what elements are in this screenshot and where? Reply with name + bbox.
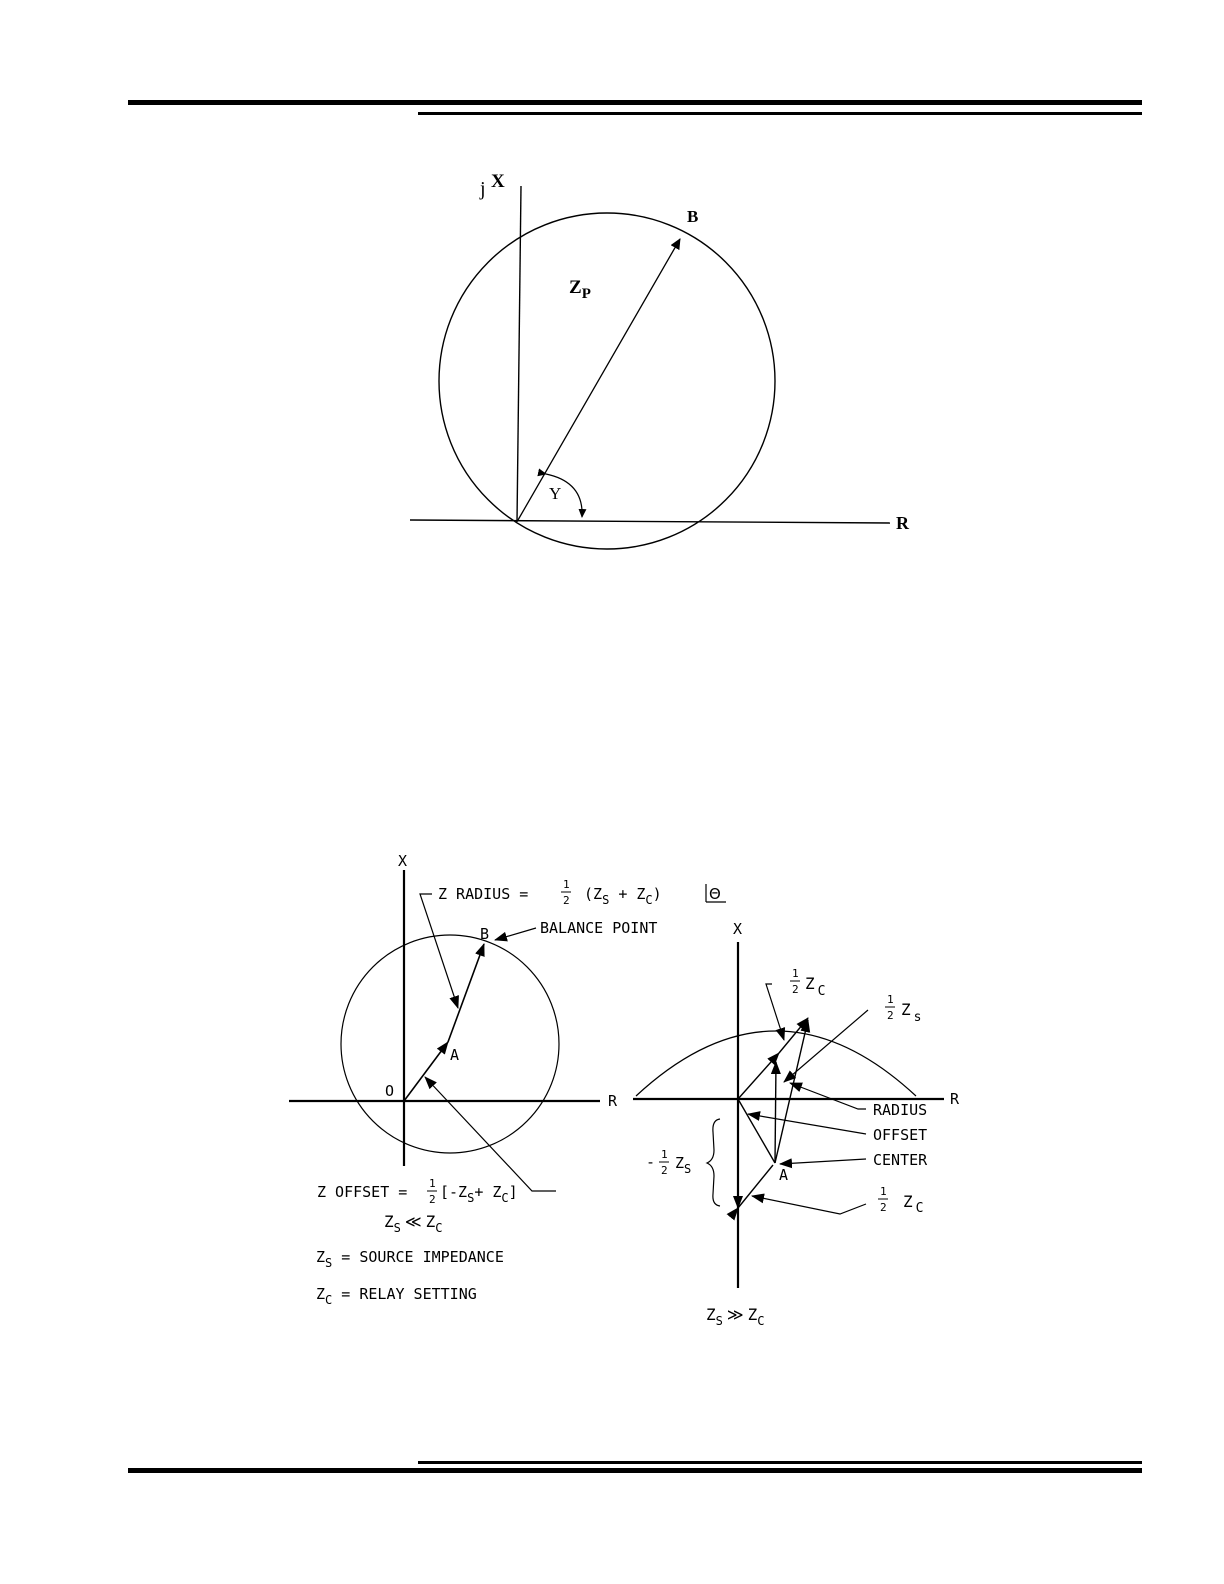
fig2-left-a-label: A (450, 1046, 460, 1064)
fig1-label-x: X (491, 171, 505, 192)
fig2-radius-equation: Z RADIUS = (438, 885, 529, 903)
fig1-r-axis (410, 520, 890, 523)
footer-rule-thick (128, 1468, 1142, 1473)
fig2-right-a-label: A (779, 1166, 789, 1184)
fig2-offset-frac-den: 2 (429, 1193, 436, 1206)
fig2-right-vec-half-zc-1 (738, 1053, 779, 1099)
fig1-label-j: j (480, 178, 486, 200)
fig2-left-offset-leader (425, 1077, 556, 1191)
fig2-right-half-zc-top-den: 2 (792, 983, 799, 996)
fig2-right-radius-leader (790, 1083, 866, 1109)
fig1-zp-vector (518, 239, 680, 520)
fig2-right-vec-a-up (775, 1062, 776, 1163)
fig2-right-vec-offset (738, 1099, 775, 1163)
fig2-legend-relay-setting: $Z_C$ = RELAY SETTING (316, 1285, 477, 1307)
fig2-left-diagram (289, 852, 726, 1307)
fig2-right-offset-leader (748, 1114, 866, 1134)
fig2-right-half-zs-num: 1 (887, 993, 894, 1006)
fig1-circle (439, 213, 775, 549)
fig2-right-neg-half-zs-den: 2 (661, 1164, 668, 1177)
fig2-right-relation: $Z_S$ ≫ $Z_C$ (706, 1305, 765, 1328)
fig2-right-half-zs-z: Z $_s$ (901, 1000, 922, 1025)
fig2-left-b-label: B (480, 925, 490, 943)
fig2-left-r-label: R (608, 1092, 618, 1110)
fig2-right-half-zc-top-z: Z $_C$ (805, 974, 826, 999)
fig2-radius-frac-den: 2 (563, 894, 570, 907)
fig2-left-x-label: X (398, 852, 408, 870)
fig2-right-vec-a-b (775, 1020, 808, 1163)
fig2-right-diagram (633, 920, 960, 1328)
fig2-right-half-zc-bot-z: Z $_C$ (903, 1192, 924, 1216)
fig2-right-r-label: R (950, 1090, 960, 1108)
fig2-right-offset-label: OFFSET (873, 1126, 928, 1144)
fig2-left-circle (341, 935, 559, 1153)
fig2-right-half-zc-bot-num: 1 (880, 1185, 887, 1198)
fig2-left-origin-label: O (385, 1082, 395, 1100)
fig2-right-radius-label: RADIUS (873, 1101, 928, 1119)
fig2-right-vec-half-zc-bot (738, 1165, 773, 1208)
fig2-radius-frac-num: 1 (563, 878, 570, 891)
fig2-right-half-zc-bot-leader (752, 1196, 866, 1214)
fig2-left-vec-oa (404, 1042, 448, 1101)
fig2-legend-source-impedance: $Z_S$ = SOURCE IMPEDANCE (316, 1248, 504, 1270)
fig2-offset-equation: Z OFFSET = (317, 1183, 408, 1201)
fig2-right-half-zs-den: 2 (887, 1009, 894, 1022)
fig1-label-b: B (687, 207, 699, 226)
fig1-label-angle: Υ (549, 484, 562, 503)
fig2-offset-frac-num: 1 (429, 1177, 436, 1190)
fig2-radius-angle-theta: Θ (709, 885, 721, 903)
fig2-right-neg-half-zs-num: 1 (661, 1148, 668, 1161)
fig2-right-x-label: X (733, 920, 743, 938)
figure-1-circle-characteristic (0, 0, 1224, 600)
fig2-right-center-label: CENTER (873, 1151, 928, 1169)
fig2-balance-point-label: BALANCE POINT (540, 919, 658, 937)
footer-rule-thin (418, 1461, 1142, 1464)
fig2-left-balance-leader (495, 928, 536, 940)
fig2-offset-terms: $[-Z_S+ Z_C]$ (440, 1183, 518, 1205)
fig1-label-r: R (896, 513, 909, 533)
fig2-right-half-zs-leader (784, 1010, 868, 1082)
figure-2-offset-mho (0, 830, 1224, 1370)
fig2-right-half-zc-top-num: 1 (792, 967, 799, 980)
fig2-right-neg-half-zs-z: $Z_S$ (675, 1154, 692, 1176)
fig2-left-radius-leader (420, 894, 458, 1008)
fig2-right-center-leader (780, 1159, 866, 1164)
fig2-right-vec-half-zc-2 (779, 1018, 808, 1053)
fig2-left-relation: $Z_S$ ≪ $Z_C$ (384, 1212, 443, 1235)
fig2-right-half-zc-bot-den: 2 (880, 1201, 887, 1214)
fig2-radius-terms: $(Z_S + Z_C)$ (584, 885, 662, 907)
fig2-right-neg-half-zs-sign: - (646, 1153, 656, 1171)
fig1-label-zp: $Z_P$ (569, 277, 591, 302)
fig2-right-brace (707, 1119, 720, 1206)
